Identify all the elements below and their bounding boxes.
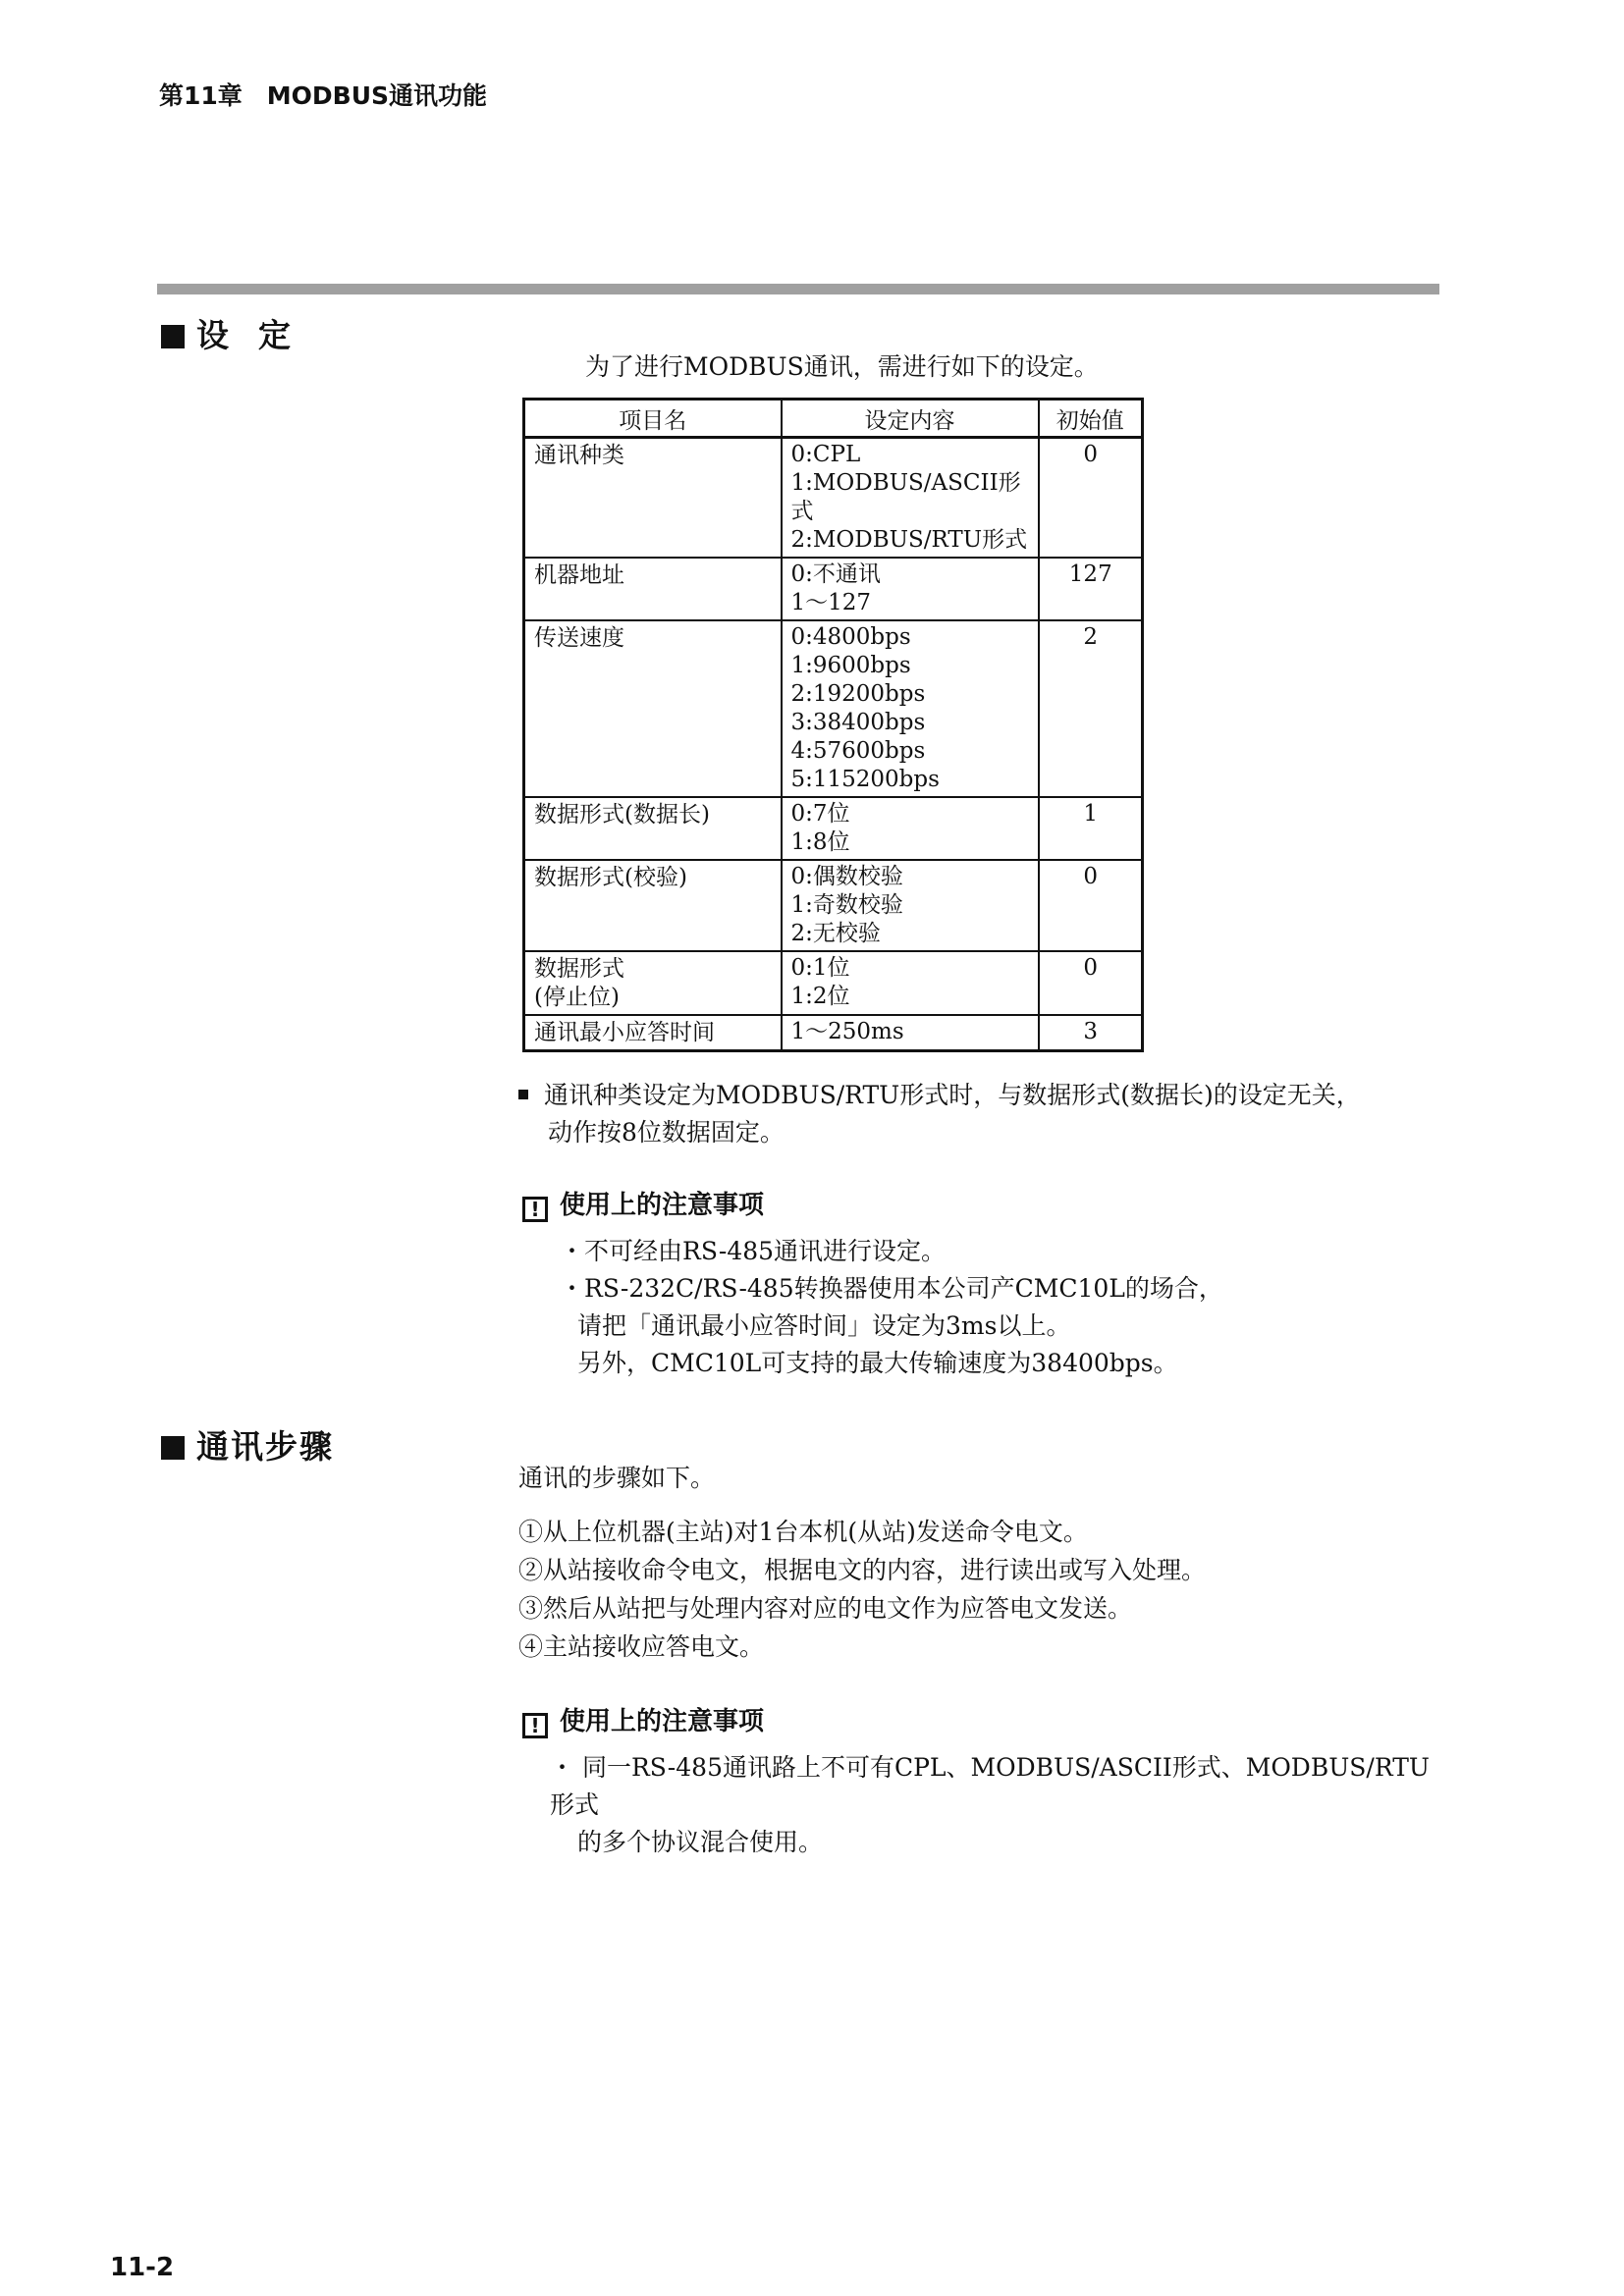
header-item-name: 项目名 (524, 400, 782, 438)
cell-setting-content-line: 1:MODBUS/ASCII形式 (790, 470, 1021, 524)
table-row (524, 438, 1143, 559)
section-title-text: 通讯步骤 (196, 1427, 334, 1466)
caution-item: ・RS-232C/RS-485转换器使用本公司产CMC10L的场合， (560, 1274, 1223, 1303)
section-title-settings (161, 310, 320, 356)
rtu-note-line1 (518, 1077, 1402, 1114)
header-rule (157, 284, 1439, 294)
cell-setting-content (782, 951, 1039, 1015)
cell-setting-content-line: 1～250ms (790, 1019, 904, 1044)
cell-setting-content (782, 797, 1039, 860)
caution-item: ・ 同一RS-485通讯路上不可有CPL、MODBUS/ASCII形式、MODBUS/RTU形式 (550, 1753, 1430, 1819)
cell-item-name (524, 1015, 782, 1051)
caution-list (550, 1749, 1434, 1861)
caution-heading (522, 1701, 764, 1738)
rtu-note-line2: 动作按8位数据固定。 (548, 1118, 785, 1147)
cell-initial-value-line: 0 (1083, 442, 1099, 467)
rtu-note-text1: 通讯种类设定为MODBUS/RTU形式时，与数据形式(数据长)的设定无关， (544, 1081, 1361, 1109)
exclamation-box-icon: ! (522, 1713, 548, 1738)
cell-item-name (524, 620, 782, 797)
cell-setting-content-line: 0:CPL (790, 442, 861, 467)
caution-item-continued: 请把「通讯最小应答时间」设定为3ms以上。 (577, 1311, 1071, 1340)
procedure-steps (518, 1513, 1206, 1666)
procedure-step: ②从站接收命令电文，根据电文的内容，进行读出或写入处理。 (518, 1556, 1207, 1584)
cell-initial-value-line: 127 (1068, 561, 1112, 587)
cell-item-name-line: 通讯最小应答时间 (534, 1020, 715, 1045)
cell-setting-content-line: 0:不通讯 (790, 561, 881, 587)
cell-initial-value (1039, 860, 1143, 951)
caution-heading-text: 使用上的注意事项 (560, 1191, 765, 1220)
cell-setting-content (782, 860, 1039, 951)
cell-item-name (524, 438, 782, 559)
cell-initial-value-line: 2 (1083, 624, 1099, 650)
cell-item-name-line: 数据形式(校验) (534, 865, 687, 890)
table-row (524, 951, 1143, 1015)
cell-initial-value-line: 3 (1083, 1019, 1099, 1044)
table-row (524, 797, 1143, 860)
caution-item: ・不可经由RS-485通讯进行设定。 (560, 1237, 947, 1265)
page-number: 11-2 (110, 2253, 175, 2282)
caution-list (560, 1233, 1443, 1382)
cell-setting-content-line: 1:8位 (790, 829, 850, 855)
rtu-note (518, 1077, 1402, 1151)
settings-table (522, 398, 1144, 1052)
cell-item-name (524, 951, 782, 1015)
procedure-step: ④主站接收应答电文。 (518, 1632, 765, 1661)
caution-item-continued: 另外，CMC10L可支持的最大传输速度为38400bps。 (577, 1349, 1178, 1377)
cell-item-name-line: 通讯种类 (534, 443, 624, 468)
cell-setting-content-line: 1:2位 (790, 984, 850, 1009)
cell-setting-content (782, 1015, 1039, 1051)
cell-item-name-line: (停止位) (534, 985, 620, 1010)
procedure-step: ③然后从站把与处理内容对应的电文作为应答电文发送。 (518, 1594, 1133, 1623)
caution-item-continued: 的多个协议混合使用。 (577, 1828, 824, 1856)
cell-setting-content-line: 5:115200bps (790, 767, 940, 792)
cell-setting-content-line: 1～127 (790, 590, 872, 615)
cell-setting-content-line: 1:奇数校验 (790, 892, 903, 918)
cell-setting-content-line: 1:9600bps (790, 653, 911, 678)
cell-setting-content-line: 0:7位 (790, 801, 850, 827)
cell-setting-content-line: 4:57600bps (790, 738, 926, 764)
cell-initial-value-line: 0 (1083, 864, 1099, 889)
procedure-intro: 通讯的步骤如下。 (518, 1464, 716, 1492)
cell-item-name-line: 数据形式 (534, 956, 624, 982)
cell-setting-content-line: 0:4800bps (790, 624, 911, 650)
cell-setting-content-line: 2:19200bps (790, 681, 926, 707)
cell-setting-content (782, 558, 1039, 620)
section-title-text: 设定 (196, 316, 320, 354)
header-initial-value: 初始值 (1039, 400, 1143, 438)
cell-initial-value (1039, 951, 1143, 1015)
cell-setting-content (782, 620, 1039, 797)
cell-initial-value (1039, 620, 1143, 797)
table-row (524, 620, 1143, 797)
section-title-procedure (161, 1421, 334, 1468)
chapter-header: 第11章 MODBUS通讯功能 (159, 81, 488, 110)
cell-setting-content-line: 0:1位 (790, 955, 850, 981)
cell-item-name (524, 558, 782, 620)
cell-setting-content-line: 3:38400bps (790, 710, 926, 735)
square-bullet-icon (161, 325, 185, 348)
cell-setting-content (782, 438, 1039, 559)
cell-initial-value (1039, 797, 1143, 860)
settings-intro: 为了进行MODBUS通讯，需进行如下的设定。 (585, 352, 1099, 381)
cell-initial-value-line: 1 (1083, 801, 1099, 827)
square-bullet-icon (161, 1436, 185, 1460)
cell-initial-value (1039, 1015, 1143, 1051)
cell-setting-content-line: 2:MODBUS/RTU形式 (790, 527, 1028, 553)
cell-initial-value (1039, 558, 1143, 620)
cell-initial-value-line: 0 (1083, 955, 1099, 981)
cell-initial-value (1039, 438, 1143, 559)
table-row (524, 860, 1143, 951)
table-row (524, 1015, 1143, 1051)
cell-item-name (524, 860, 782, 951)
square-bullet-icon (518, 1090, 528, 1099)
cell-item-name-line: 机器地址 (534, 562, 624, 588)
caution-heading-text: 使用上的注意事项 (560, 1707, 765, 1736)
procedure-step: ①从上位机器(主站)对1台本机(从站)发送命令电文。 (518, 1518, 1088, 1546)
cell-setting-content-line: 0:偶数校验 (790, 864, 903, 889)
cell-item-name-line: 数据形式(数据长) (534, 802, 710, 828)
table-header-row (524, 400, 1143, 438)
cell-setting-content-line: 2:无校验 (790, 921, 881, 946)
cell-item-name-line: 传送速度 (534, 625, 624, 651)
header-setting-content: 设定内容 (782, 400, 1039, 438)
cell-item-name (524, 797, 782, 860)
exclamation-box-icon: ! (522, 1197, 548, 1222)
table-row (524, 558, 1143, 620)
caution-heading (522, 1185, 764, 1222)
